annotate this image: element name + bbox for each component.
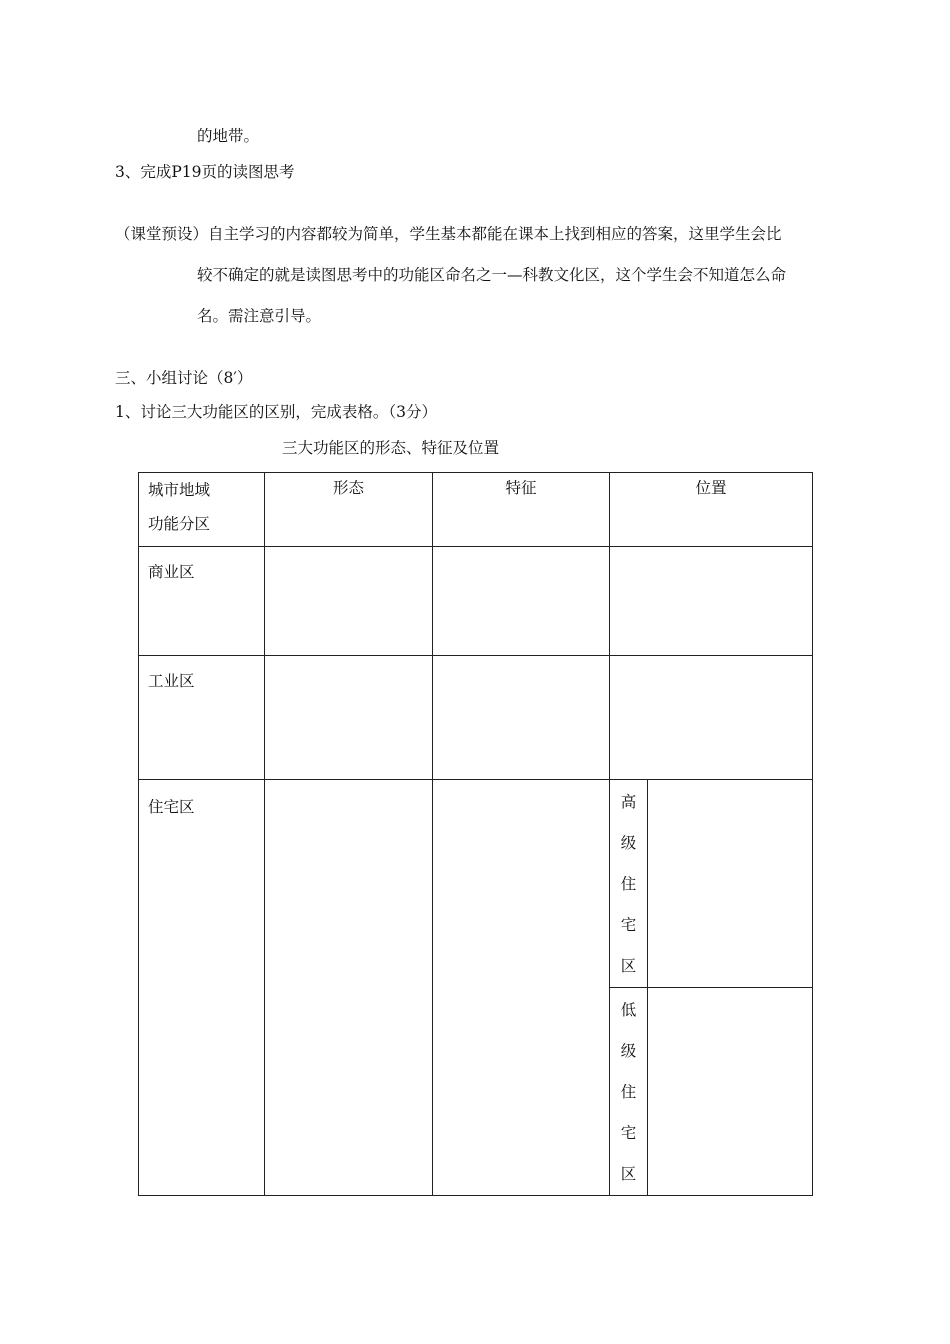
subzone-high-char: 级 bbox=[620, 834, 637, 852]
subzone-high-char: 区 bbox=[620, 957, 637, 975]
header-form bbox=[265, 473, 433, 547]
subzone-high-char: 高 bbox=[620, 793, 637, 811]
table-header-row bbox=[139, 473, 813, 547]
row-commercial-label: 商业区 bbox=[148, 563, 195, 581]
text-line-3: （课堂预设）自主学习的内容都较为简单，学生基本都能在课本上找到相应的答案，这里学生会比 bbox=[115, 225, 782, 243]
text-line-5: 名。需注意引导。 bbox=[197, 307, 322, 325]
header-form-label: 形态 bbox=[332, 479, 364, 497]
row-commercial bbox=[139, 547, 265, 656]
text-line-1: 的地带。 bbox=[197, 127, 260, 145]
header-feature-label: 特征 bbox=[505, 479, 537, 497]
input-cell[interactable] bbox=[433, 780, 610, 1196]
task-line: 1、讨论三大功能区的区别，完成表格。（3分） bbox=[115, 403, 437, 421]
input-cell[interactable] bbox=[433, 547, 610, 656]
section-heading: 三、小组讨论（8′） bbox=[115, 369, 253, 387]
input-cell[interactable] bbox=[265, 656, 433, 780]
function-zone-table bbox=[138, 472, 813, 1196]
subzone-high-char: 住 bbox=[620, 875, 637, 893]
table-row bbox=[139, 656, 813, 780]
header-location-label: 位置 bbox=[695, 479, 727, 497]
header-zone-line2: 功能分区 bbox=[148, 515, 211, 533]
subzone-low-char: 住 bbox=[620, 1083, 637, 1101]
row-residential bbox=[139, 780, 265, 1196]
row-industrial bbox=[139, 656, 265, 780]
subzone-low-char: 区 bbox=[620, 1165, 637, 1183]
subzone-low-char: 低 bbox=[620, 1001, 637, 1019]
header-feature bbox=[433, 473, 610, 547]
input-cell[interactable] bbox=[265, 780, 433, 1196]
table-caption: 三大功能区的形态、特征及位置 bbox=[282, 439, 500, 457]
input-cell[interactable] bbox=[610, 656, 813, 780]
input-cell[interactable] bbox=[265, 547, 433, 656]
text-line-4: 较不确定的就是读图思考中的功能区命名之一—科教文化区，这个学生会不知道怎么命 bbox=[197, 266, 787, 284]
input-cell[interactable] bbox=[648, 988, 813, 1196]
input-cell[interactable] bbox=[610, 547, 813, 656]
subzone-high-char: 宅 bbox=[620, 916, 637, 934]
subzone-high bbox=[610, 780, 648, 988]
input-cell[interactable] bbox=[648, 780, 813, 988]
row-residential-label: 住宅区 bbox=[148, 798, 195, 816]
subzone-low-char: 宅 bbox=[620, 1124, 637, 1142]
input-cell[interactable] bbox=[433, 656, 610, 780]
subzone-low-char: 级 bbox=[620, 1042, 637, 1060]
table-row bbox=[139, 547, 813, 656]
text-line-2: 3、完成P19页的读图思考 bbox=[115, 163, 295, 181]
header-zone-line1: 城市地域 bbox=[148, 481, 211, 499]
row-industrial-label: 工业区 bbox=[148, 672, 195, 690]
header-zone bbox=[139, 473, 265, 547]
table-row bbox=[139, 780, 813, 988]
subzone-low bbox=[610, 988, 648, 1196]
header-location bbox=[610, 473, 813, 547]
